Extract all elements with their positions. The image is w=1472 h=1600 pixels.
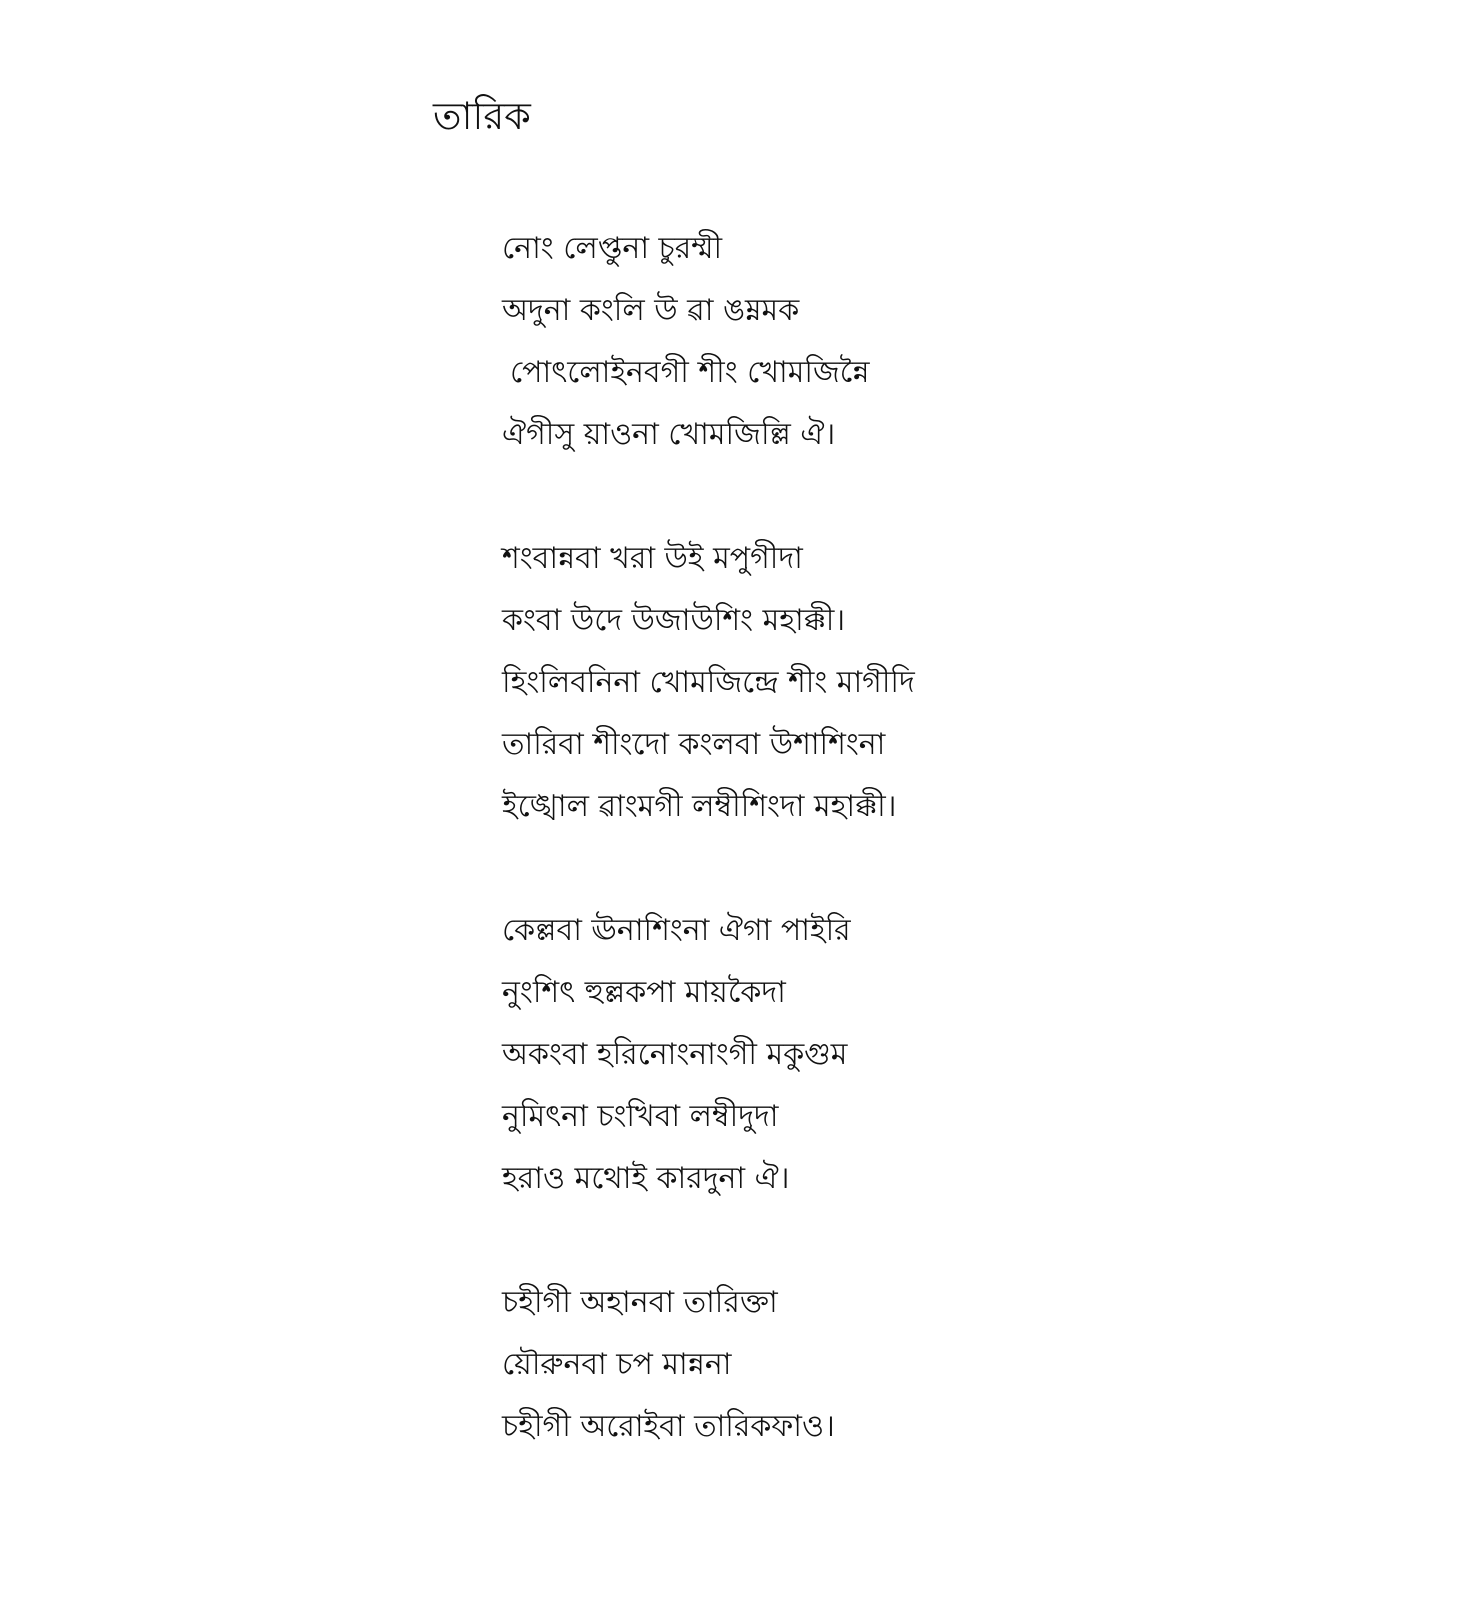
poem-line: চহীগী অহানবা তারিক্তা xyxy=(502,1285,778,1320)
stanza-2 xyxy=(502,528,915,838)
poem-line: য়ৌরুনবা চপ মান্ননা xyxy=(502,1347,732,1382)
poem-title: তারিক xyxy=(433,94,531,138)
poem-body xyxy=(502,218,915,1520)
poem-line: কংবা উদে উজাউশিং মহাক্কী। xyxy=(502,603,846,638)
poem-line: ঐগীসু য়াওনা খোমজিল্লি ঐ। xyxy=(502,417,836,452)
stanza-1 xyxy=(502,218,915,466)
stanza-4 xyxy=(502,1272,915,1458)
poem-line: শংবান্নবা খরা উই মপুগীদা xyxy=(502,541,803,576)
poem-line: হরাও মথোই কারদুনা ঐ। xyxy=(502,1161,790,1196)
poem-line: হিংলিবনিনা খোমজিন্দ্রে শীং মাগীদি xyxy=(502,665,915,700)
stanza-3 xyxy=(502,900,915,1210)
poem-line: নোং লেপ্তুনা চুরম্মী xyxy=(502,231,723,266)
poem-line: চহীগী অরোইবা তারিকফাও। xyxy=(502,1409,835,1444)
poem-line: নুমিৎনা চংখিবা লম্বীদুদা xyxy=(502,1099,779,1134)
poem-line: কেল্লবা ঊনাশিংনা ঐগা পাইরি xyxy=(502,913,851,948)
poem-line: ইঙ্খোল ৱাংমগী লম্বীশিংদা মহাক্কী। xyxy=(502,789,897,824)
poem-line: তারিবা শীংদো কংলবা উশাশিংনা xyxy=(502,727,886,762)
poem-line: অদুনা কংলি উ ৱা ঙম্নমক xyxy=(502,293,800,328)
poem-line: পোৎলোইনবগী শীং খোমজিন্নৈ xyxy=(510,355,870,390)
poem-line: নুংশিৎ হুল্লকপা মায়কৈদা xyxy=(502,975,786,1010)
poem-line: অকংবা হরিনোংনাংগী মকুগুম xyxy=(502,1037,848,1072)
